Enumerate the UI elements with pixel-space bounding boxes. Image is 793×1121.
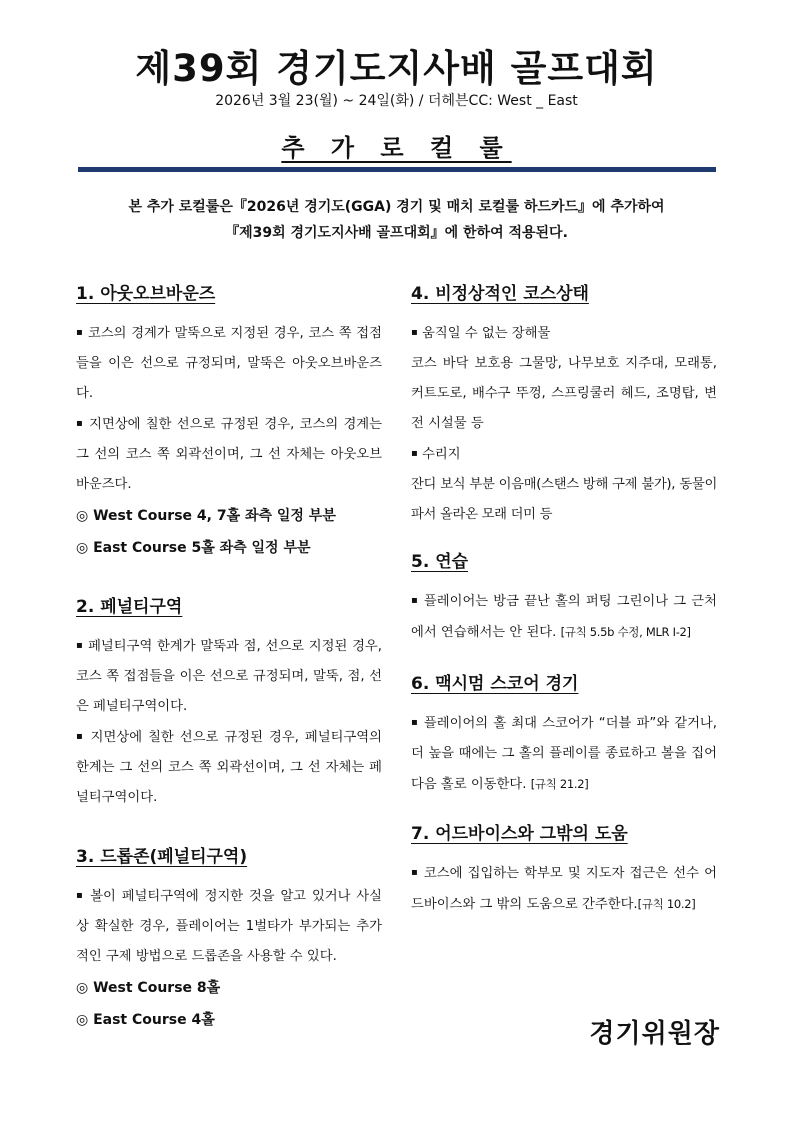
sub-bullet: ▪ 수리지: [411, 447, 461, 462]
rule-reference: [규칙 5.5b 수정, MLR I-2]: [560, 625, 691, 639]
bullet-icon: ▪: [411, 717, 419, 728]
page-title: 제39회 경기도지사배 골프대회: [135, 47, 658, 90]
paragraph: 잔디 보식 부분 이음매(스탠스 방해 구제 불가), 동물이 파서 올라온 모래 더미 등: [411, 477, 717, 522]
section-title: 7. 어드바이스와 그밖의 도움: [411, 824, 628, 844]
paragraph: 코스 바닥 보호용 그물망, 나무보호 지주대, 모래통, 커트도로, 배수구 뚜껑, 스프링쿨러 헤드, 조명탑, 변전 시설물 등: [411, 356, 717, 431]
section-advice: [411, 820, 717, 920]
intro-line-2: 『제39회 경기도지사배 골프대회』에 한하여 적용된다.: [225, 225, 568, 241]
document-title: 추 가 로 컬 룰: [281, 134, 512, 162]
paragraph: ▪ 볼이 페널티구역에 정지한 것을 알고 있거나 사실상 확실한 경우, 플레이어는 1벌타가 부가되는 추가적인 구제 방법으로 드롭존을 사용할 수 있다.: [76, 889, 382, 964]
sub-bullet: ▪ 움직일 수 없는 장해물: [411, 326, 551, 341]
paragraph: ▪ 지면상에 칠한 선으로 규정된 경우, 페널티구역의 한계는 그 선의 코스 쪽 외곽선이며, 그 선 자체는 페널티구역이다.: [76, 730, 382, 805]
course-marker: ◎ West Course 8홀: [76, 980, 221, 996]
paragraph: ▪ 페널티구역 한계가 말뚝과 점, 선으로 지정된 경우, 코스 쪽 접점들을 이은 선으로 규정되며, 말뚝, 점, 선은 페널티구역이다.: [76, 639, 382, 714]
bullet-icon: ▪: [76, 640, 84, 651]
section-maximum-score: [411, 670, 717, 800]
paragraph: ▪ 코스의 경계가 말뚝으로 지정된 경우, 코스 쪽 접점들을 이은 선으로 규정되며, 말뚝은 아웃오브바운즈다.: [76, 326, 382, 401]
section-title: 3. 드롭존(페널티구역): [76, 847, 248, 867]
rule-reference: [규칙 10.2]: [637, 897, 696, 911]
signature: 경기위원장: [589, 1019, 720, 1049]
intro-text: [60, 194, 733, 246]
paragraph: ▪ 플레이어의 홀 최대 스코어가 “더블 파”와 같거나, 더 높을 때에는 그 홀의 플레이를 종료하고 볼을 집어 다음 홀로 이동한다. [규칙 21.2]: [411, 716, 718, 792]
section-penalty-area: [76, 593, 382, 813]
bullet-icon: ▪: [411, 327, 418, 338]
section-practice: [411, 548, 717, 648]
bullet-icon: ▪: [76, 731, 85, 742]
paragraph: ▪ 지면상에 칠한 선으로 규정된 경우, 코스의 경계는 그 선의 코스 쪽 외곽선이며, 그 선 자체는 아웃오브바운즈다.: [76, 417, 382, 492]
bullet-icon: ▪: [411, 867, 419, 878]
bullet-icon: ▪: [76, 327, 84, 338]
paragraph: ▪ 코스에 집입하는 학부모 및 지도자 접근은 선수 어드바이스와 그 밖의 도움으로 간주한다.[규칙 10.2]: [411, 866, 717, 912]
course-marker: ◎ East Course 5홀 좌측 일정 부분: [76, 540, 311, 556]
section-title: 6. 맥시멈 스코어 경기: [411, 674, 579, 694]
rule-reference: [규칙 21.2]: [530, 777, 589, 791]
section-title: 2. 페널티구역: [76, 597, 183, 617]
bullet-icon: ▪: [76, 890, 85, 901]
course-marker: ◎ West Course 4, 7홀 좌측 일정 부분: [76, 508, 336, 524]
section-title: 4. 비정상적인 코스상태: [411, 284, 589, 304]
bullet-icon: ▪: [76, 418, 84, 429]
section-title: 1. 아웃오브바운즈: [76, 284, 216, 304]
section-drop-zone: [76, 843, 382, 1036]
event-info: 2026년 3월 23(월) ~ 24일(화) / 더헤븐CC: West _ East: [215, 93, 578, 109]
section-out-of-bounds: [76, 280, 382, 564]
intro-line-1: 본 추가 로컬룰은『2026년 경기도(GGA) 경기 및 매치 로컬룰 하드카드』에 추가하여: [128, 199, 665, 215]
title-divider: [78, 167, 716, 172]
bullet-icon: ▪: [411, 448, 418, 459]
bullet-icon: ▪: [411, 595, 419, 606]
paragraph: ▪ 플레이어는 방금 끝난 홀의 퍼팅 그린이나 그 근처에서 연습해서는 안 된다. [규칙 5.5b 수정, MLR I-2]: [411, 594, 717, 640]
section-title: 5. 연습: [411, 552, 469, 572]
section-abnormal-course-condition: [411, 280, 717, 530]
course-marker: ◎ East Course 4홀: [76, 1012, 215, 1028]
